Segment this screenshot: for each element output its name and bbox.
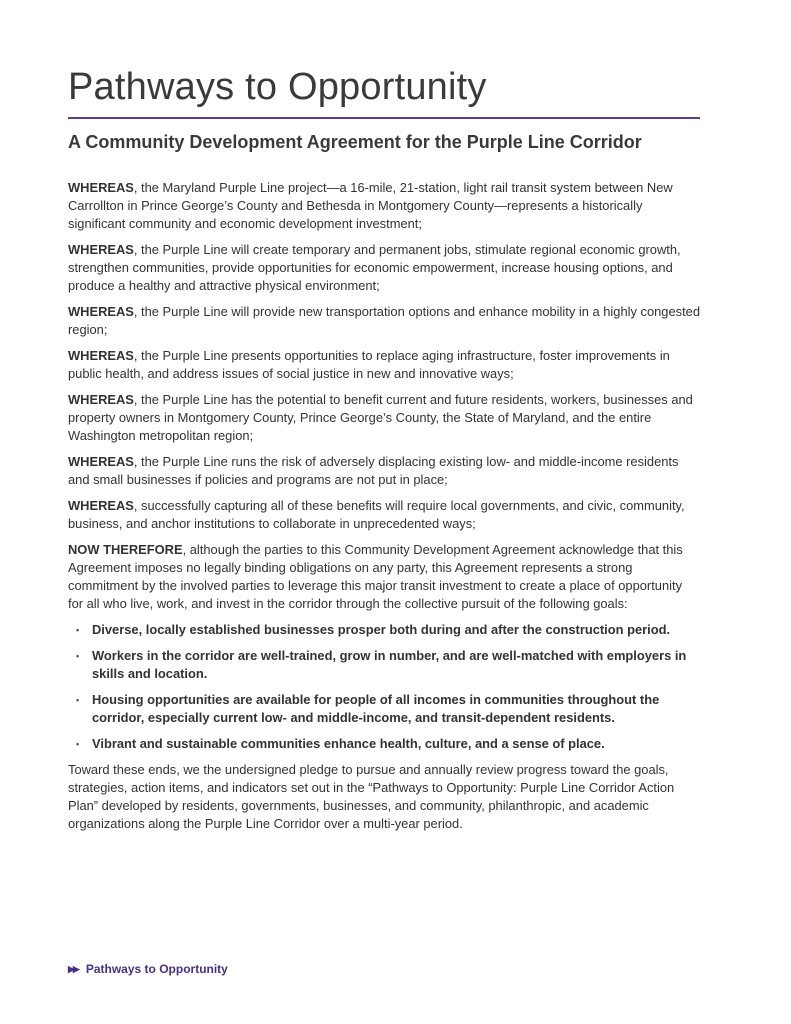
paragraph-lead: WHEREAS <box>68 180 134 195</box>
double-chevron-right-icon: ▶▶ <box>68 963 78 974</box>
paragraph-text: , successfully capturing all of these benefits will require local governments, and civic, community, business, and anchor institutions to collaborate in unprecedented ways; <box>68 498 685 531</box>
paragraph-lead: WHEREAS <box>68 498 134 513</box>
agreement-body <box>68 179 700 833</box>
paragraph-text: , the Purple Line has the potential to benefit current and future residents, workers, businesses and property owners in Montgomery County, Prince George’s County, the State of Maryland, and the entire Washington metropolitan region; <box>68 392 693 443</box>
goal-text: Workers in the corridor are well-trained, grow in number, and are well-matched with employers in skills and location. <box>92 648 687 681</box>
bullet-icon: • <box>76 625 80 635</box>
whereas-paragraph <box>68 303 700 339</box>
goal-text: Housing opportunities are available for people of all incomes in communities throughout the corridor, especially current low- and middle-income, and transit-dependent residents. <box>92 692 660 725</box>
closing-paragraph: Toward these ends, we the undersigned pledge to pursue and annually review progress toward the goals, strategies, action items, and indicators set out in the “Pathways to Opportunity: Purple Line Corridor Action Plan” developed by residents, governments, businesses, and community, philanthropic, and academic organizations along the Purple Line Corridor over a multi-year period. <box>68 762 675 831</box>
paragraph-lead: NOW THEREFORE <box>68 542 183 557</box>
whereas-paragraph <box>68 453 700 489</box>
paragraph-lead: WHEREAS <box>68 454 134 469</box>
goal-item <box>68 621 700 639</box>
whereas-paragraph <box>68 241 700 295</box>
goal-item <box>68 735 700 753</box>
whereas-paragraph <box>68 391 700 445</box>
paragraph-text: , the Purple Line will provide new transportation options and enhance mobility in a highly congested region; <box>68 304 700 337</box>
page-title: Pathways to Opportunity <box>68 66 487 108</box>
paragraph-lead: WHEREAS <box>68 348 134 363</box>
bullet-icon: • <box>76 695 80 705</box>
paragraph-lead: WHEREAS <box>68 392 134 407</box>
goal-item <box>68 647 700 683</box>
bullet-icon: • <box>76 651 80 661</box>
paragraph-text: , the Maryland Purple Line project—a 16-mile, 21-station, light rail transit system between New Carrollton in Prince George’s County and Bethesda in Montgomery County—represents a historically significant community and economic development investment; <box>68 180 673 231</box>
paragraph-text: , the Purple Line will create temporary and permanent jobs, stimulate regional economic growth, strengthen communities, provide opportunities for economic empowerment, increase housing options, and produce a healthy and attractive physical environment; <box>68 242 681 293</box>
footer-label: Pathways to Opportunity <box>85 962 228 976</box>
paragraph-text: , the Purple Line presents opportunities to replace aging infrastructure, foster improvements in public health, and address issues of social justice in new and innovative ways; <box>68 348 670 381</box>
title-divider <box>68 117 700 119</box>
paragraph-lead: WHEREAS <box>68 242 134 257</box>
page-footer <box>68 962 228 976</box>
paragraph-text: , the Purple Line runs the risk of adversely displacing existing low- and middle-income residents and small businesses if policies and programs are not put in place; <box>68 454 679 487</box>
goal-item <box>68 691 700 727</box>
now-therefore-paragraph <box>68 541 700 613</box>
paragraph-lead: WHEREAS <box>68 304 134 319</box>
goal-text: Vibrant and sustainable communities enhance health, culture, and a sense of place. <box>92 736 605 751</box>
goals-list <box>68 621 700 753</box>
bullet-icon: • <box>76 739 80 749</box>
whereas-paragraph <box>68 179 700 233</box>
whereas-paragraph <box>68 347 700 383</box>
whereas-paragraph <box>68 497 700 533</box>
page-subtitle: A Community Development Agreement for the Purple Line Corridor <box>68 132 642 152</box>
paragraph-text: , although the parties to this Community Development Agreement acknowledge that this Agreement imposes no legally binding obligations on any party, this Agreement represents a strong commitment by the involved parties to leverage this major transit investment to create a place of opportunity for all who live, work, and invest in the corridor through the collective pursuit of the following goals: <box>68 542 683 611</box>
document-page <box>68 64 700 841</box>
goal-text: Diverse, locally established businesses prosper both during and after the construction period. <box>92 622 671 637</box>
